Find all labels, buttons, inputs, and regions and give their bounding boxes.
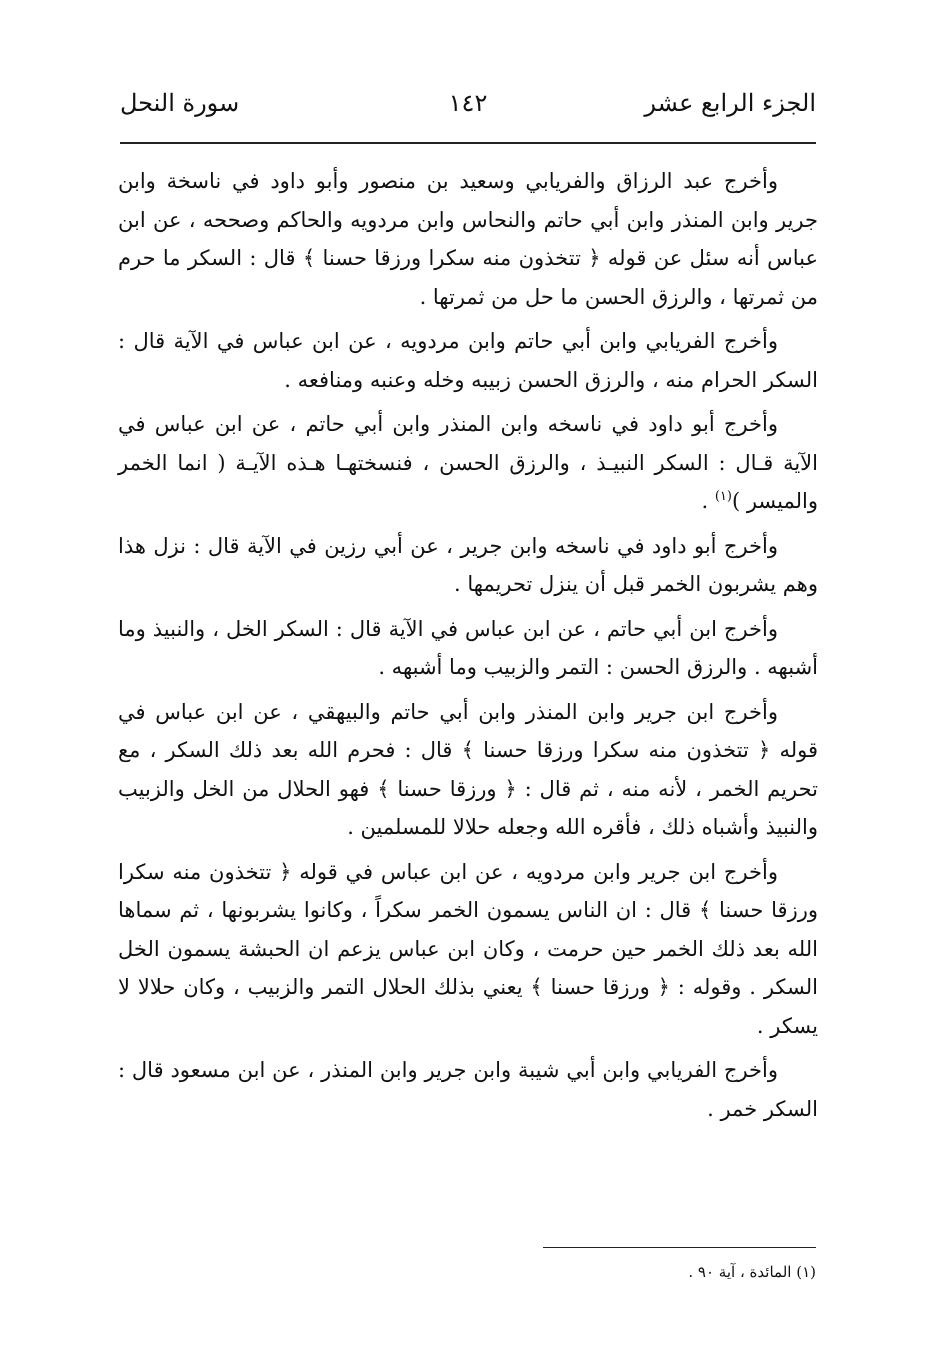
page-number: ١٤٢ — [448, 89, 488, 117]
paragraph: وأخرج أبو داود في ناسخه وابن جرير ، عن أبي رزين في الآية قال : نزل هذا وهم يشربون الخمر قبل أن ينزل تحريمها . — [118, 533, 818, 596]
footnote-divider — [543, 1247, 816, 1248]
paragraph: وأخرج عبد الرزاق والفريابي وسعيد بن منصور وأبو داود في ناسخة وابن جرير وابن المنذر وابن أبي حاتم والنحاس وابن مردويه والحاكم وصححه ، عن ابن عباس أنه سئل عن قوله ﴿ تتخذون منه سكرا ورزقا حسنا ﴾ قال : السكر ما حرم من ثمرتها ، والرزق الحسن ما حل من ثمرتها . — [118, 169, 818, 309]
footnote: (١) المائدة ، آية ٩٠ . — [688, 1263, 816, 1281]
header-divider — [120, 142, 816, 144]
paragraph: وأخرج ابن جرير وابن مردويه ، عن ابن عباس في قوله ﴿ تتخذون منه سكرا ورزقا حسنا ﴾ قال : ان الناس يسمون الخمر سكراً ، وكانوا يشربونها ، ثم سماها الله بعد ذلك الخمر حين حرمت ، وكان ابن عباس يزعم ان الحبشة يسمون الخل السكر . وقوله : ﴿ ورزقا حسنا ﴾ يعني بذلك الحلال التمر والزبيب ، وكان حلالا لا يسكر . — [118, 859, 818, 1038]
main-text — [118, 162, 818, 1134]
surah-title: سورة النحل — [120, 89, 240, 117]
footnote-reference: (١) — [714, 489, 732, 504]
paragraph-text: وأخرج أبو داود في ناسخه وابن المنذر وابن أبي حاتم ، عن ابن عباس في الآية قـال : السكر النبيـذ ، والرزق الحسن ، فنسختهـا هـذه الآيـة ( انما الخمر والميسر ) — [118, 412, 818, 513]
paragraph: وأخرج الفريابي وابن أبي شيبة وابن جرير وابن المنذر ، عن ابن مسعود قال : السكر خمر . — [118, 1058, 818, 1121]
paragraph-with-footnote — [118, 405, 818, 521]
paragraph-end: . — [701, 489, 715, 513]
page-header — [120, 86, 816, 130]
paragraph: وأخرج ابن أبي حاتم ، عن ابن عباس في الآية قال : السكر الخل ، والنبيذ وما أشبهه . والرزق الحسن : التمر والزبيب وما أشبهه . — [118, 616, 818, 679]
paragraph: وأخرج ابن جرير وابن المنذر وابن أبي حاتم والبيهقي ، عن ابن عباس في قوله ﴿ تتخذون منه سكرا ورزقا حسنا ﴾ قال : فحرم الله بعد ذلك السكر ، مع تحريم الخمر ، لأنه منه ، ثم قال : ﴿ ورزقا حسنا ﴾ فهو الحلال من الخل والزبيب والنبيذ وأشباه ذلك ، فأقره الله وجعله حلالا للمسلمين . — [118, 699, 818, 839]
juz-title: الجزء الرابع عشر — [644, 89, 816, 117]
paragraph: وأخرج الفريابي وابن أبي حاتم وابن مردويه ، عن ابن عباس في الآية قال : السكر الحرام منه ، والرزق الحسن زبيبه وخله وعنبه ومنافعه . — [118, 329, 818, 392]
